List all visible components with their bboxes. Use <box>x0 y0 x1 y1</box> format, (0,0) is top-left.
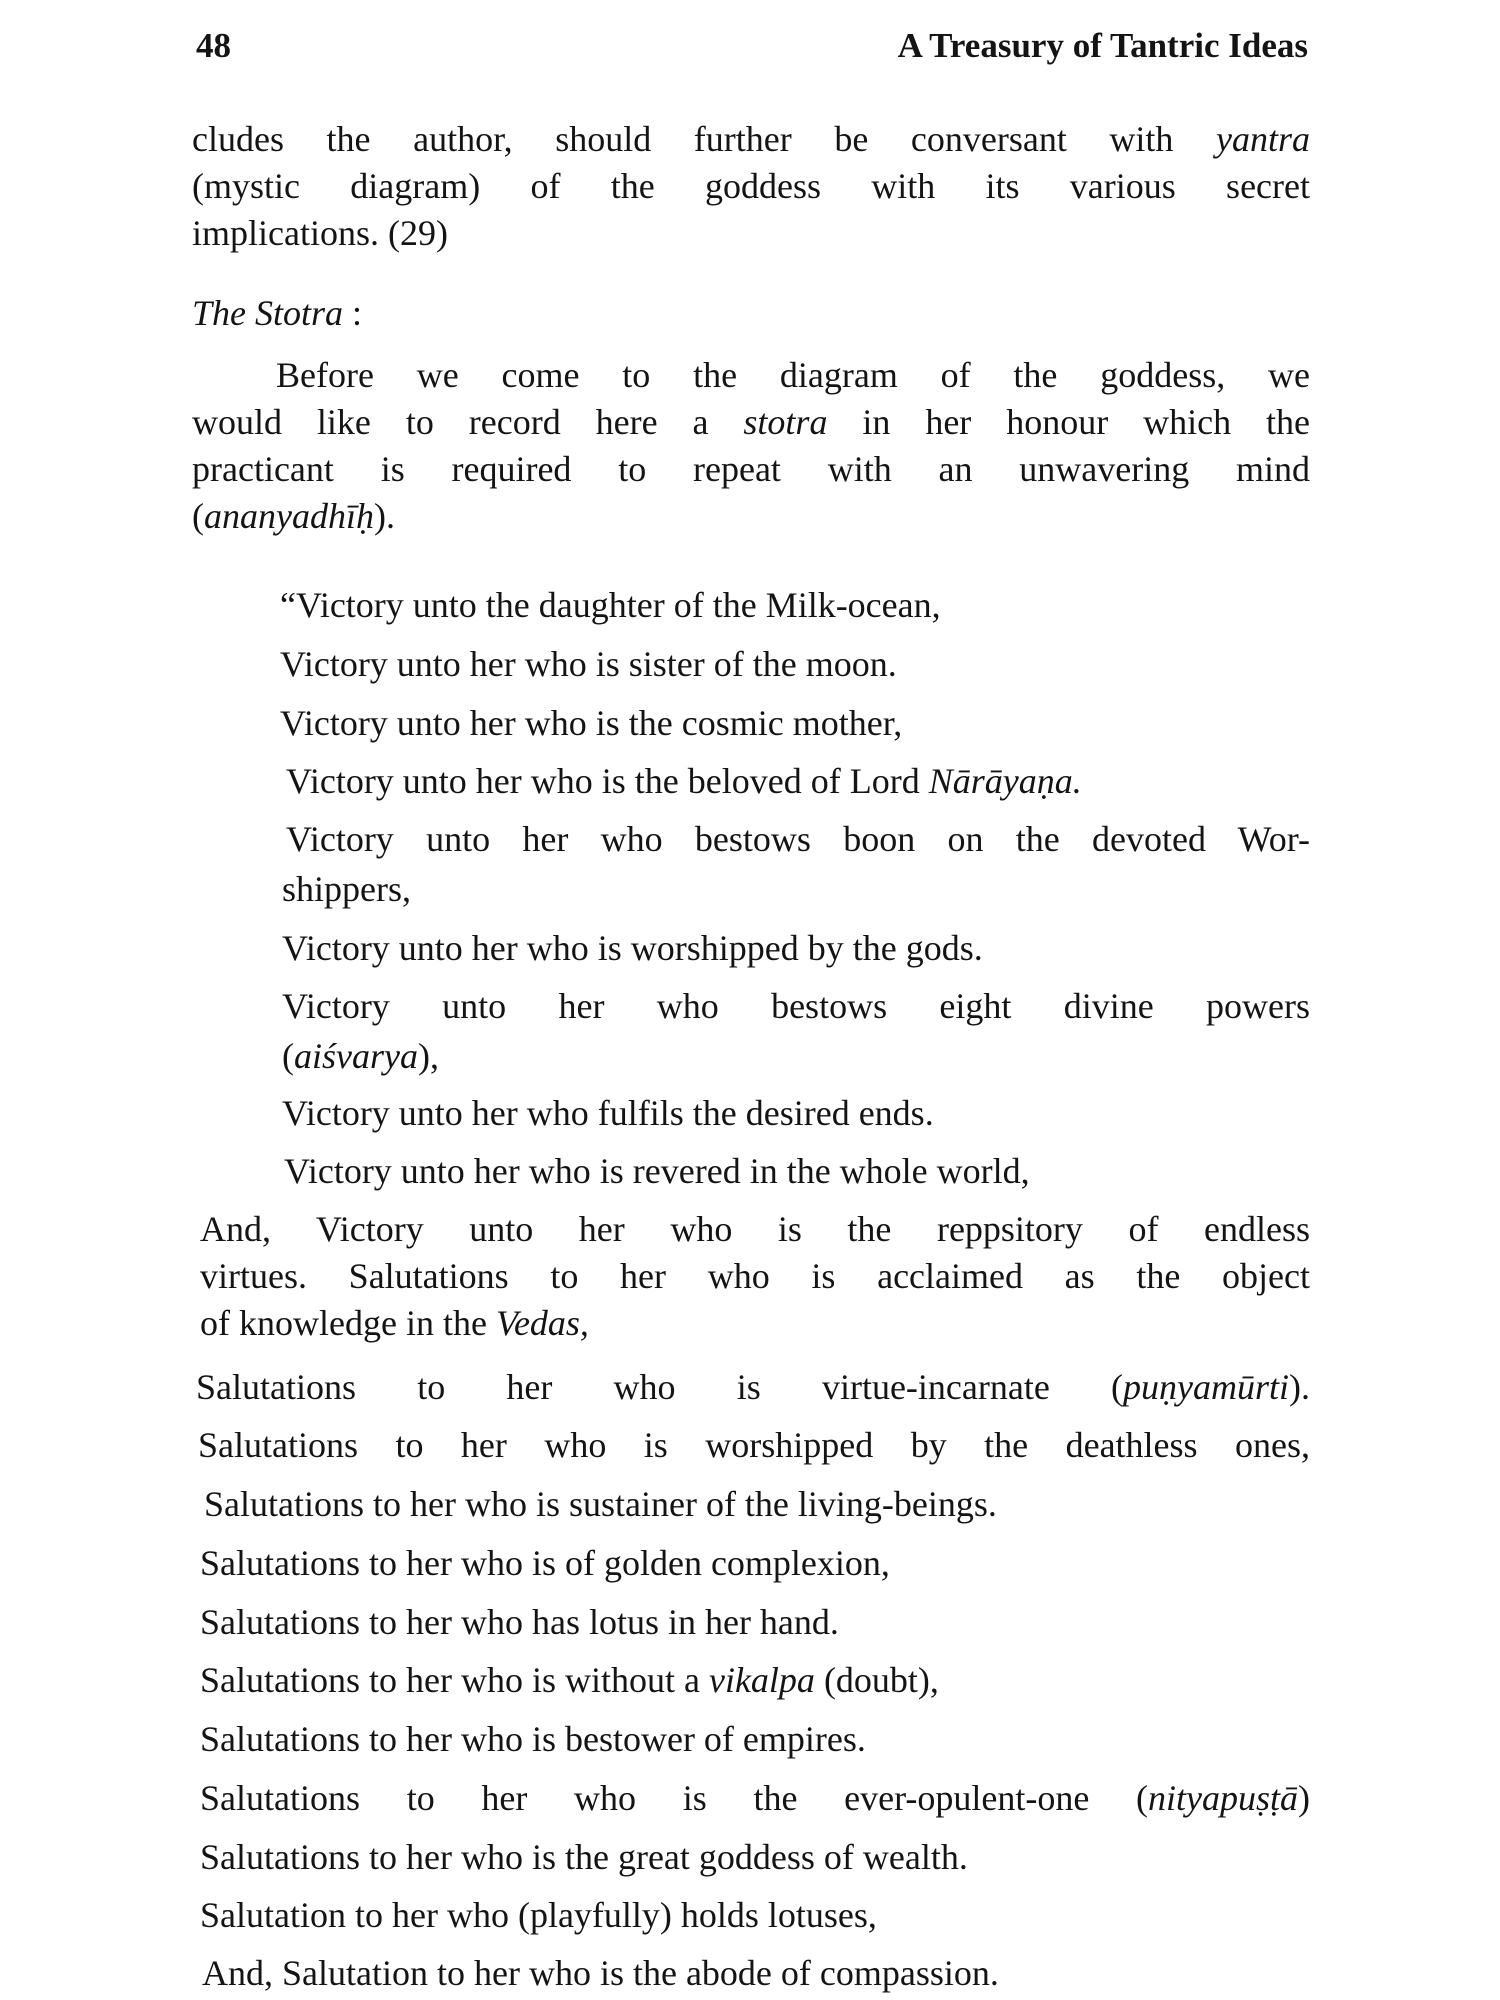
verse-line: Victory unto her who is the beloved of Lord Nārāyaṇa. <box>286 761 1082 801</box>
salutation-line: Salutations to her who is virtue-incarnate (puṇyamūrti). <box>196 1367 1310 1407</box>
verse-line: Victory unto her who fulfils the desired ends. <box>282 1093 934 1133</box>
verse-line: Victory unto her who is sister of the moon. <box>280 644 897 684</box>
salutation-line: Salutation to her who (playfully) holds lotuses, <box>200 1895 877 1935</box>
text-line: practicant is required to repeat with an unwavering mind <box>192 449 1310 489</box>
verse-line: Victory unto her who bestows eight divine powers <box>282 986 1310 1026</box>
verse-line: Victory unto her who is the cosmic mother, <box>280 703 903 743</box>
salutation-line: Salutations to her who is worshipped by the deathless ones, <box>198 1425 1310 1465</box>
page-header <box>196 26 1308 76</box>
verse-paragraph <box>200 1206 1310 1347</box>
verse-line: of knowledge in the Vedas, <box>200 1303 589 1343</box>
verse-line: shippers, <box>282 869 411 909</box>
salutation-line: And, Salutation to her who is the abode of compassion. <box>202 1953 999 1993</box>
verse-line: Victory unto her who bestows boon on the devoted Wor- <box>286 819 1310 859</box>
salutation-line: Salutations to her who is the great goddess of wealth. <box>200 1837 968 1877</box>
running-title: A Treasury of Tantric Ideas <box>897 26 1308 65</box>
verse-line: “Victory unto the daughter of the Milk-ocean, <box>280 585 941 625</box>
text-line: (ananyadhīḥ). <box>192 496 395 536</box>
section-heading: The Stotra : <box>192 293 363 333</box>
salutation-line: Salutations to her who is the ever-opulent-one (nityapuṣṭā) <box>200 1778 1310 1818</box>
verse-line: And, Victory unto her who is the reppsitory of endless <box>200 1209 1310 1249</box>
verse-line: Victory unto her who is worshipped by the gods. <box>282 928 983 968</box>
verse-line: Victory unto her who is revered in the whole world, <box>284 1151 1030 1191</box>
paragraph-continuation <box>192 116 1310 257</box>
salutation-line: Salutations to her who has lotus in her hand. <box>200 1602 839 1642</box>
text-line: would like to record here a stotra in her honour which the <box>192 402 1311 442</box>
salutation-line: Salutations to her who is of golden complexion, <box>200 1543 890 1583</box>
paragraph-intro <box>192 352 1310 540</box>
text-line: Before we come to the diagram of the goddess, we <box>276 355 1310 395</box>
salutation-line: Salutations to her who is bestower of empires. <box>200 1719 866 1759</box>
verse-line: virtues. Salutations to her who is acclaimed as the object <box>200 1256 1310 1296</box>
text-line: cludes the author, should further be conversant with yantra <box>192 119 1311 159</box>
salutation-line: Salutations to her who is sustainer of the living-beings. <box>204 1484 997 1524</box>
text-line: (mystic diagram) of the goddess with its various secret <box>192 166 1310 206</box>
page-number: 48 <box>196 26 231 65</box>
salutation-line: Salutations to her who is without a vikalpa (doubt), <box>200 1660 939 1700</box>
text-line: implications. (29) <box>192 213 448 253</box>
verse-line: (aiśvarya), <box>282 1036 439 1076</box>
